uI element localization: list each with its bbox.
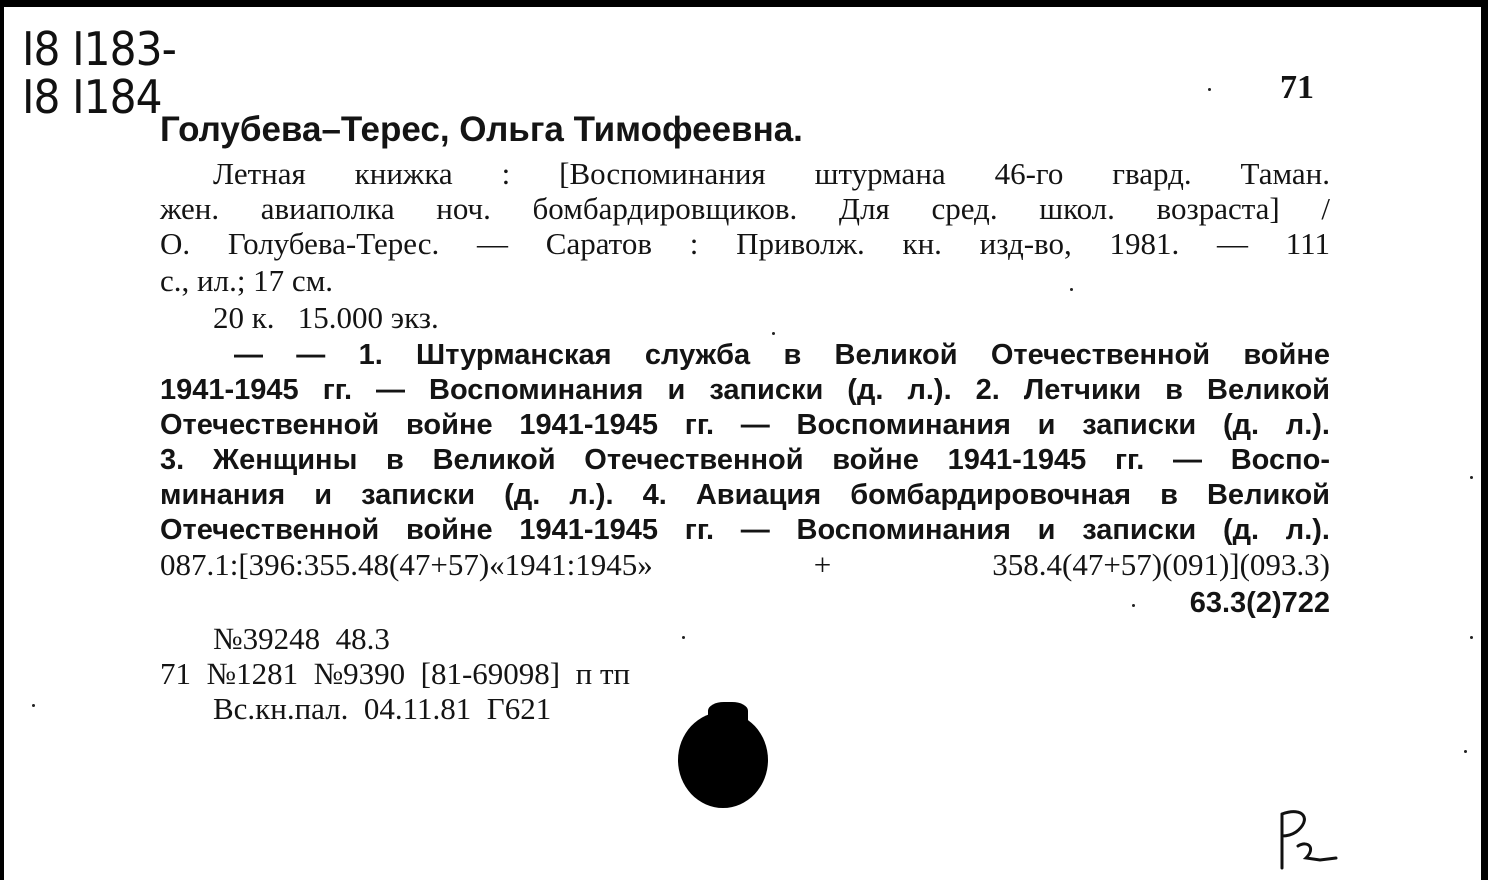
udc-index: 087.1:[396:355.48(47+57)«1941:1945» + 358.4(47+57)(091)](093.3) <box>160 547 1330 582</box>
card-border-top <box>0 0 1488 7</box>
subject-line-1: — — 1. Штурманская служба в Великой Отечественной войне <box>234 339 1330 371</box>
title-line-1: Летная книжка : [Воспоминания штурмана 46-го гвард. Таман. <box>213 156 1330 191</box>
title-line-2: жен. авиаполка ноч. бомбардировщиков. Для сред. школ. возраста] / <box>160 191 1330 226</box>
imprint-line: О. Голубева-Терес. — Саратов : Приволж. кн. изд-во, 1981. — 111 <box>160 226 1330 261</box>
speck <box>682 636 685 639</box>
physical-description: с., ил.; 17 см. <box>160 263 334 298</box>
subject-line-6: Отечественной войне 1941-1945 гг. — Воспоминания и записки (д. л.). <box>160 514 1330 546</box>
speck <box>1464 750 1467 753</box>
speck <box>1470 476 1473 479</box>
call-number-2: I8 I184 <box>22 70 162 124</box>
subject-line-2: 1941-1945 гг. — Воспоминания и записки (д. л.). 2. Летчики в Великой <box>160 374 1330 406</box>
card-border-left <box>0 0 4 880</box>
call-number-1: I8 I183- <box>22 22 177 76</box>
card-number: 71 <box>1280 69 1314 106</box>
registry-line-2: 71 №1281 №9390 [81-69098] п тп <box>160 656 631 691</box>
author-heading: Голубева–Терес, Ольга Тимофеевна. <box>160 110 803 149</box>
subject-line-4: 3. Женщины в Великой Отечественной войне 1941-1945 гг. — Воспо- <box>160 444 1330 476</box>
registry-line-1: №39248 48.3 <box>213 621 390 656</box>
punch-hole <box>678 712 768 808</box>
bbk-classification: 63.3(2)722 <box>1189 587 1330 619</box>
speck <box>1070 288 1073 291</box>
subject-line-3: Отечественной войне 1941-1945 гг. — Воспоминания и записки (д. л.). <box>160 409 1330 441</box>
price-line: 20 к. 15.000 экз. <box>213 300 439 335</box>
subject-line-5: минания и записки (д. л.). 4. Авиация бомбардировочная в Великой <box>160 479 1330 511</box>
handwritten-mark-icon <box>1278 806 1338 872</box>
speck <box>772 332 775 335</box>
speck <box>1470 636 1473 639</box>
registry-line-3: Вс.кн.пал. 04.11.81 Г621 <box>213 691 552 726</box>
speck <box>1208 88 1211 91</box>
card-border-right <box>1481 0 1488 880</box>
speck <box>1132 604 1135 607</box>
speck <box>32 704 35 707</box>
